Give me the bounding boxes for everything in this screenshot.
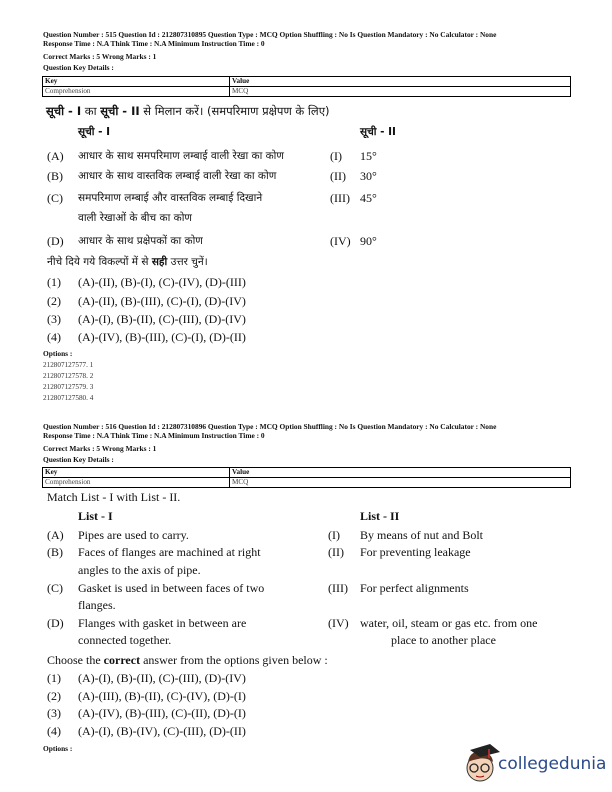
- list1-header: सूची - I: [78, 126, 111, 138]
- key-details-table: [42, 76, 571, 97]
- key-details-table: [42, 467, 571, 488]
- question-marks: Correct Marks : 5 Wrong Marks : 1: [43, 444, 157, 453]
- row-match-value: For perfect alignments: [360, 581, 469, 595]
- question-marks: Correct Marks : 5 Wrong Marks : 1: [43, 52, 157, 61]
- key-details-label: Question Key Details :: [43, 455, 114, 464]
- row-text: Gasket is used in between faces of two: [78, 581, 265, 595]
- row-label: (D): [47, 234, 64, 248]
- row-label: (A): [47, 149, 64, 163]
- options-label: Options :: [43, 349, 73, 358]
- key-header: Key: [43, 77, 230, 87]
- collegedunia-logo: [462, 740, 607, 786]
- row-match-value: water, oil, steam or gas etc. from one: [360, 616, 538, 630]
- question-meta: Question Number : 515 Question Id : 212807310895 Question Type : MCQ Option Shuffling : No Is Question Mandatory : No Calculator : None: [43, 30, 497, 39]
- row-match-value: 45°: [360, 191, 377, 205]
- answer-number: (1): [47, 275, 61, 289]
- row-text-cont: connected together.: [78, 633, 172, 647]
- value-header: Value: [230, 77, 571, 87]
- answer-number: (3): [47, 706, 61, 720]
- row-match-value: 90°: [360, 234, 377, 248]
- answer-number: (2): [47, 689, 61, 703]
- row-text: Faces of flanges are machined at right: [78, 545, 261, 559]
- value-cell: MCQ: [230, 478, 571, 488]
- option-id: 212807127578. 2: [43, 372, 94, 380]
- row-text: Flanges with gasket in between are: [78, 616, 247, 630]
- answer-number: (4): [47, 724, 61, 738]
- answer-text: (A)-(IV), (B)-(III), (C)-(I), (D)-(II): [78, 330, 246, 344]
- row-text-cont: flanges.: [78, 598, 116, 612]
- options-label: Options :: [43, 744, 73, 753]
- row-label: (B): [47, 169, 63, 183]
- row-text-cont: angles to the axis of pipe.: [78, 563, 201, 577]
- row-label: (C): [47, 191, 63, 205]
- row-match-label: (I): [328, 528, 340, 542]
- value-header: Value: [230, 468, 571, 478]
- row-match-label: (III): [330, 191, 350, 205]
- row-match-label: (I): [330, 149, 342, 163]
- key-details-label: Question Key Details :: [43, 63, 114, 72]
- answer-text: (A)-(III), (B)-(II), (C)-(IV), (D)-(I): [78, 689, 246, 703]
- list2-header: List - II: [360, 509, 400, 523]
- question-text: सूची - I का सूची - II से मिलान करें। (समपरिमाण प्रक्षेपण के लिए): [46, 104, 330, 118]
- row-text: आधार के साथ समपरिमाण लम्बाई वाली रेखा का कोण: [78, 150, 284, 162]
- question-meta: Question Number : 516 Question Id : 212807310896 Question Type : MCQ Option Shuffling : No Is Question Mandatory : No Calculator : None: [43, 422, 497, 431]
- row-match-value: For preventing leakage: [360, 545, 471, 559]
- row-match-value-cont: place to another place: [391, 633, 496, 647]
- row-match-label: (II): [328, 545, 344, 559]
- option-id: 212807127579. 3: [43, 383, 94, 391]
- key-cell: Comprehension: [43, 87, 230, 97]
- row-text: समपरिमाण लम्बाई और वास्तविक लम्बाई दिखाने: [78, 192, 263, 204]
- row-match-label: (II): [330, 169, 346, 183]
- answer-number: (1): [47, 671, 61, 685]
- question-text: Match List - I with List - II.: [47, 490, 181, 504]
- choose-instruction: Choose the correct answer from the options given below :: [47, 653, 328, 667]
- row-text-cont: वाली रेखाओं के बीच का कोण: [78, 212, 193, 224]
- question-timing: Response Time : N.A Think Time : N.A Minimum Instruction Time : 0: [43, 431, 265, 440]
- row-label: (D): [47, 616, 64, 630]
- list1-header: List - I: [78, 509, 113, 523]
- row-text: आधार के साथ प्रक्षेपकों का कोण: [78, 235, 203, 247]
- row-label: (C): [47, 581, 63, 595]
- row-match-value: By means of nut and Bolt: [360, 528, 483, 542]
- answer-number: (3): [47, 312, 61, 326]
- answer-text: (A)-(I), (B)-(II), (C)-(III), (D)-(IV): [78, 312, 246, 326]
- answer-text: (A)-(IV), (B)-(III), (C)-(II), (D)-(I): [78, 706, 246, 720]
- answer-text: (A)-(II), (B)-(III), (C)-(I), (D)-(IV): [78, 294, 246, 308]
- row-match-value: 15°: [360, 149, 377, 163]
- row-text: आधार के साथ वास्तविक लम्बाई वाली रेखा का कोण: [78, 170, 277, 182]
- logo-text: collegedunia: [498, 754, 607, 774]
- row-match-value: 30°: [360, 169, 377, 183]
- option-id: 212807127577. 1: [43, 361, 94, 369]
- row-match-label: (III): [328, 581, 348, 595]
- row-match-label: (IV): [330, 234, 351, 248]
- answer-number: (2): [47, 294, 61, 308]
- answer-text: (A)-(I), (B)-(II), (C)-(III), (D)-(IV): [78, 671, 246, 685]
- choose-instruction: नीचे दिये गये विकल्पों में से सही उत्तर चुनें।: [47, 256, 208, 268]
- answer-number: (4): [47, 330, 61, 344]
- list2-header: सूची - II: [360, 126, 396, 138]
- option-id: 212807127580. 4: [43, 394, 94, 402]
- row-match-label: (IV): [328, 616, 349, 630]
- key-cell: Comprehension: [43, 478, 230, 488]
- question-timing: Response Time : N.A Think Time : N.A Minimum Instruction Time : 0: [43, 39, 265, 48]
- answer-text: (A)-(II), (B)-(I), (C)-(IV), (D)-(III): [78, 275, 246, 289]
- row-label: (A): [47, 528, 64, 542]
- answer-text: (A)-(I), (B)-(IV), (C)-(III), (D)-(II): [78, 724, 246, 738]
- mascot-icon: [462, 740, 502, 786]
- value-cell: MCQ: [230, 87, 571, 97]
- row-label: (B): [47, 545, 63, 559]
- key-header: Key: [43, 468, 230, 478]
- row-text: Pipes are used to carry.: [78, 528, 189, 542]
